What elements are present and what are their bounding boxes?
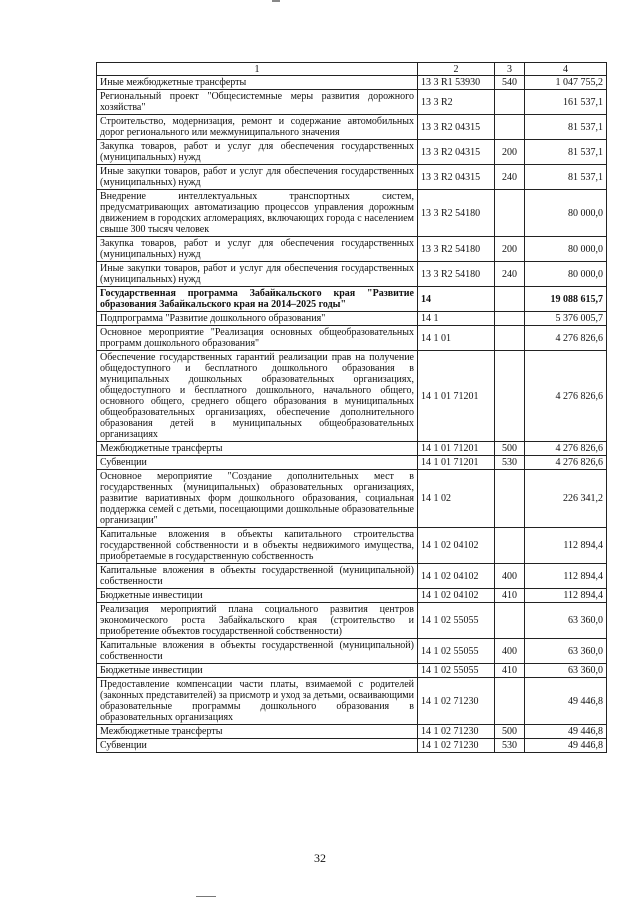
row-amount: 226 341,2 — [525, 470, 607, 528]
column-header-name: 1 — [97, 63, 418, 76]
row-code: 14 — [418, 287, 495, 312]
row-vr: 540 — [495, 76, 525, 90]
row-vr: 500 — [495, 725, 525, 739]
row-code: 13 3 R2 54180 — [418, 190, 495, 237]
row-vr: 530 — [495, 739, 525, 753]
row-name: Закупка товаров, работ и услуг для обеспечения государственных (муниципальных) нужд — [97, 140, 418, 165]
row-code: 14 1 — [418, 312, 495, 326]
scan-mark-bottom — [196, 896, 216, 897]
row-amount: 19 088 615,7 — [525, 287, 607, 312]
row-amount: 81 537,1 — [525, 115, 607, 140]
row-vr: 200 — [495, 140, 525, 165]
row-name: Межбюджетные трансферты — [97, 725, 418, 739]
column-header-code: 2 — [418, 63, 495, 76]
row-name: Подпрограмма "Развитие дошкольного образования" — [97, 312, 418, 326]
row-vr — [495, 470, 525, 528]
row-code: 14 1 02 71230 — [418, 739, 495, 753]
row-name: Обеспечение государственных гарантий реализации прав на получение общедоступного и бесплатного дошкольного образования в муниципальных дошкольных образовательных организациях, общедоступного и бесплатного дошкольного, начального общего, основного общего, среднего общего образования в муниципальных общеобразовательных организациях, обеспечение дополнительного образования детей в муниципальных общеобразовательных организациях — [97, 351, 418, 442]
row-code: 14 1 01 71201 — [418, 442, 495, 456]
row-code: 14 1 01 — [418, 326, 495, 351]
row-amount: 112 894,4 — [525, 564, 607, 589]
row-vr: 400 — [495, 564, 525, 589]
row-amount: 1 047 755,2 — [525, 76, 607, 90]
row-name: Капитальные вложения в объекты государственной (муниципальной) собственности — [97, 564, 418, 589]
column-header-row — [97, 63, 607, 76]
row-code: 13 3 R2 54180 — [418, 262, 495, 287]
row-name: Капитальные вложения в объекты капитального строительства государственной собственности и в объекты недвижимого имущества, приобретаемые в государственную собственность — [97, 528, 418, 564]
table-row — [97, 262, 607, 287]
row-vr: 500 — [495, 442, 525, 456]
row-code: 14 1 02 55055 — [418, 664, 495, 678]
row-code: 14 1 02 04102 — [418, 589, 495, 603]
row-name: Капитальные вложения в объекты государственной (муниципальной) собственности — [97, 639, 418, 664]
budget-table-body — [97, 63, 607, 753]
row-vr: 200 — [495, 237, 525, 262]
row-vr — [495, 287, 525, 312]
table-row — [97, 470, 607, 528]
table-row — [97, 725, 607, 739]
table-row — [97, 90, 607, 115]
table-row — [97, 442, 607, 456]
row-name: Иные закупки товаров, работ и услуг для обеспечения государственных (муниципальных) нужд — [97, 165, 418, 190]
row-vr: 400 — [495, 639, 525, 664]
table-row — [97, 564, 607, 589]
row-code: 14 1 02 71230 — [418, 725, 495, 739]
row-vr — [495, 90, 525, 115]
table-row — [97, 190, 607, 237]
budget-table — [96, 62, 607, 753]
row-vr — [495, 351, 525, 442]
row-code: 14 1 02 04102 — [418, 528, 495, 564]
row-amount: 80 000,0 — [525, 190, 607, 237]
row-code: 14 1 02 04102 — [418, 564, 495, 589]
row-name: Субвенции — [97, 456, 418, 470]
row-code: 13 3 R2 04315 — [418, 165, 495, 190]
row-amount: 49 446,8 — [525, 725, 607, 739]
row-amount: 4 276 826,6 — [525, 456, 607, 470]
row-name: Региональный проект "Общесистемные меры развития дорожного хозяйства" — [97, 90, 418, 115]
table-row — [97, 115, 607, 140]
row-vr: 410 — [495, 589, 525, 603]
table-row — [97, 739, 607, 753]
column-header-vr: 3 — [495, 63, 525, 76]
table-row — [97, 678, 607, 725]
table-row — [97, 140, 607, 165]
column-header-amount: 4 — [525, 63, 607, 76]
row-amount: 81 537,1 — [525, 165, 607, 190]
row-amount: 63 360,0 — [525, 664, 607, 678]
row-code: 14 1 02 55055 — [418, 603, 495, 639]
scan-mark-top — [272, 0, 280, 2]
page-number: 32 — [314, 851, 326, 865]
row-vr — [495, 603, 525, 639]
row-name: Внедрение интеллектуальных транспортных систем, предусматривающих автоматизацию процессов управления дорожным движением в городских агломерациях, включающих города с населением свыше 300 тысяч человек — [97, 190, 418, 237]
row-amount: 112 894,4 — [525, 589, 607, 603]
row-amount: 4 276 826,6 — [525, 326, 607, 351]
row-code: 13 3 R2 04315 — [418, 115, 495, 140]
row-vr — [495, 312, 525, 326]
row-code: 13 3 R2 04315 — [418, 140, 495, 165]
row-vr — [495, 528, 525, 564]
table-row — [97, 351, 607, 442]
table-row — [97, 237, 607, 262]
table-row — [97, 76, 607, 90]
row-amount: 5 376 005,7 — [525, 312, 607, 326]
row-code: 13 3 R2 54180 — [418, 237, 495, 262]
row-vr — [495, 326, 525, 351]
row-vr: 410 — [495, 664, 525, 678]
row-name: Иные закупки товаров, работ и услуг для обеспечения государственных (муниципальных) нужд — [97, 262, 418, 287]
row-code: 13 3 R2 — [418, 90, 495, 115]
row-name: Предоставление компенсации части платы, взимаемой с родителей (законных представителей) за присмотр и уход за детьми, осваивающими образовательные программы дошкольного образования в образовательных организациях — [97, 678, 418, 725]
row-vr: 530 — [495, 456, 525, 470]
row-name: Реализация мероприятий плана социального развития центров экономического роста Забайкальского края (строительство и приобретение объектов государственной собственности) — [97, 603, 418, 639]
table-row — [97, 287, 607, 312]
table-row — [97, 664, 607, 678]
row-amount: 80 000,0 — [525, 262, 607, 287]
row-name: Иные межбюджетные трансферты — [97, 76, 418, 90]
table-row — [97, 165, 607, 190]
row-vr: 240 — [495, 262, 525, 287]
row-name: Государственная программа Забайкальского края "Развитие образования Забайкальского края на 2014–2025 годы" — [97, 287, 418, 312]
row-amount: 49 446,8 — [525, 739, 607, 753]
row-name: Бюджетные инвестиции — [97, 589, 418, 603]
row-code: 14 1 02 55055 — [418, 639, 495, 664]
row-name: Субвенции — [97, 739, 418, 753]
row-name: Межбюджетные трансферты — [97, 442, 418, 456]
table-row — [97, 312, 607, 326]
row-name: Бюджетные инвестиции — [97, 664, 418, 678]
row-amount: 4 276 826,6 — [525, 442, 607, 456]
row-amount: 4 276 826,6 — [525, 351, 607, 442]
row-name: Закупка товаров, работ и услуг для обеспечения государственных (муниципальных) нужд — [97, 237, 418, 262]
table-row — [97, 639, 607, 664]
row-amount: 112 894,4 — [525, 528, 607, 564]
table-row — [97, 603, 607, 639]
row-amount: 63 360,0 — [525, 639, 607, 664]
row-amount: 81 537,1 — [525, 140, 607, 165]
row-amount: 63 360,0 — [525, 603, 607, 639]
row-code: 14 1 01 71201 — [418, 351, 495, 442]
row-amount: 49 446,8 — [525, 678, 607, 725]
row-code: 14 1 01 71201 — [418, 456, 495, 470]
row-code: 14 1 02 71230 — [418, 678, 495, 725]
row-code: 14 1 02 — [418, 470, 495, 528]
row-name: Строительство, модернизация, ремонт и содержание автомобильных дорог регионального или межмуниципального значения — [97, 115, 418, 140]
row-amount: 80 000,0 — [525, 237, 607, 262]
table-row — [97, 326, 607, 351]
table-row — [97, 456, 607, 470]
table-row — [97, 528, 607, 564]
row-vr — [495, 190, 525, 237]
row-vr: 240 — [495, 165, 525, 190]
row-vr — [495, 678, 525, 725]
row-amount: 161 537,1 — [525, 90, 607, 115]
row-name: Основное мероприятие "Реализация основных общеобразовательных программ дошкольного образования" — [97, 326, 418, 351]
row-vr — [495, 115, 525, 140]
row-name: Основное мероприятие "Создание дополнительных мест в государственных (муниципальных) образовательных организациях, развитие вариативных форм дошкольного образования, социальная поддержка семей с детьми, посещающими дошкольные образовательные организации" — [97, 470, 418, 528]
table-row — [97, 589, 607, 603]
row-code: 13 3 R1 53930 — [418, 76, 495, 90]
